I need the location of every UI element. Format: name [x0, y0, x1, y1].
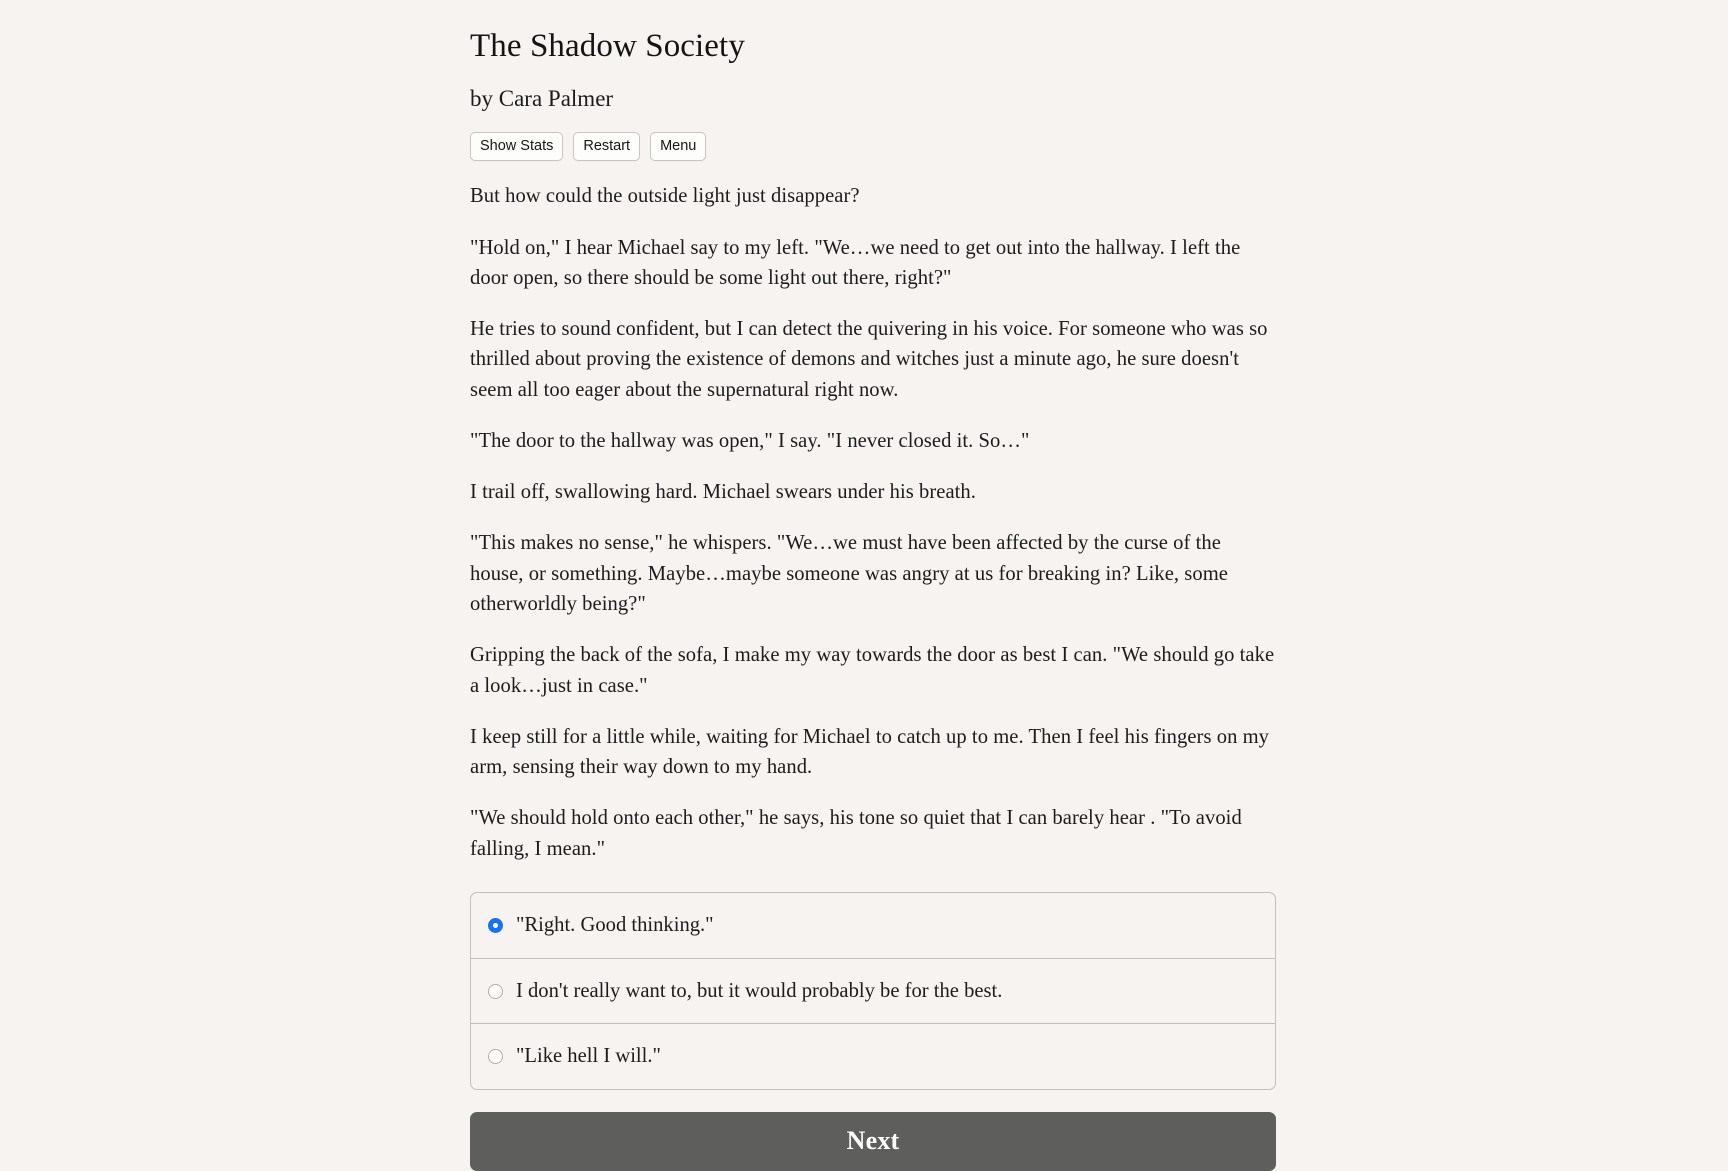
- story-paragraph: "We should hold onto each other," he says, his tone so quiet that I can barely hear . "To avoid falling, I mean.": [470, 807, 1242, 860]
- radio-icon[interactable]: [488, 984, 503, 999]
- radio-icon-selected[interactable]: [488, 918, 503, 933]
- story-paragraph: I keep still for a little while, waiting for Michael to catch up to me. Then I feel his fingers on my arm, sensing their way down to my hand.: [470, 725, 1270, 779]
- page-title: The Shadow Society: [470, 28, 745, 64]
- story-container: [470, 0, 1276, 1171]
- choice-label: "Right. Good thinking.": [516, 913, 714, 936]
- story-paragraph: "Hold on," I hear Michael say to my left. "We…we need to get out into the hallway. I left the door open, so there should be some light out there, right?": [470, 236, 1241, 289]
- story-paragraph: "This makes no sense," he whispers. "We…we must have been affected by the curse of the house, or something. Maybe…maybe someone was angry at us for breaking in? Like, some otherworldly being?": [470, 532, 1228, 615]
- choice-list: [470, 892, 1276, 1090]
- choice-option-1[interactable]: [471, 893, 1275, 959]
- author-byline: by Cara Palmer: [470, 86, 614, 112]
- story-paragraph: I trail off, swallowing hard. Michael swears under his breath.: [470, 481, 976, 504]
- story-text: [470, 181, 1276, 864]
- story-paragraph: Gripping the back of the sofa, I make my way towards the door as best I can. "We should go take a look…just in case.": [470, 644, 1275, 697]
- choice-option-2[interactable]: [471, 959, 1275, 1025]
- show-stats-button[interactable]: Show Stats: [470, 132, 563, 162]
- next-button[interactable]: Next: [470, 1112, 1276, 1171]
- choice-label: "Like hell I will.": [516, 1045, 661, 1068]
- choice-option-3[interactable]: [471, 1024, 1275, 1089]
- toolbar: [470, 132, 1276, 162]
- story-paragraph: "The door to the hallway was open," I say. "I never closed it. So…": [470, 429, 1030, 452]
- story-paragraph: He tries to sound confident, but I can detect the quivering in his voice. For someone who was so thrilled about proving the existence of demons and witches just a minute ago, he sure doesn't seem all too eager about the supernatural right now.: [470, 318, 1268, 401]
- radio-icon[interactable]: [488, 1049, 503, 1064]
- restart-button[interactable]: Restart: [573, 132, 640, 162]
- menu-button[interactable]: Menu: [650, 132, 706, 162]
- story-paragraph: But how could the outside light just disappear?: [470, 185, 860, 208]
- choice-label: I don't really want to, but it would probably be for the best.: [516, 979, 1003, 1002]
